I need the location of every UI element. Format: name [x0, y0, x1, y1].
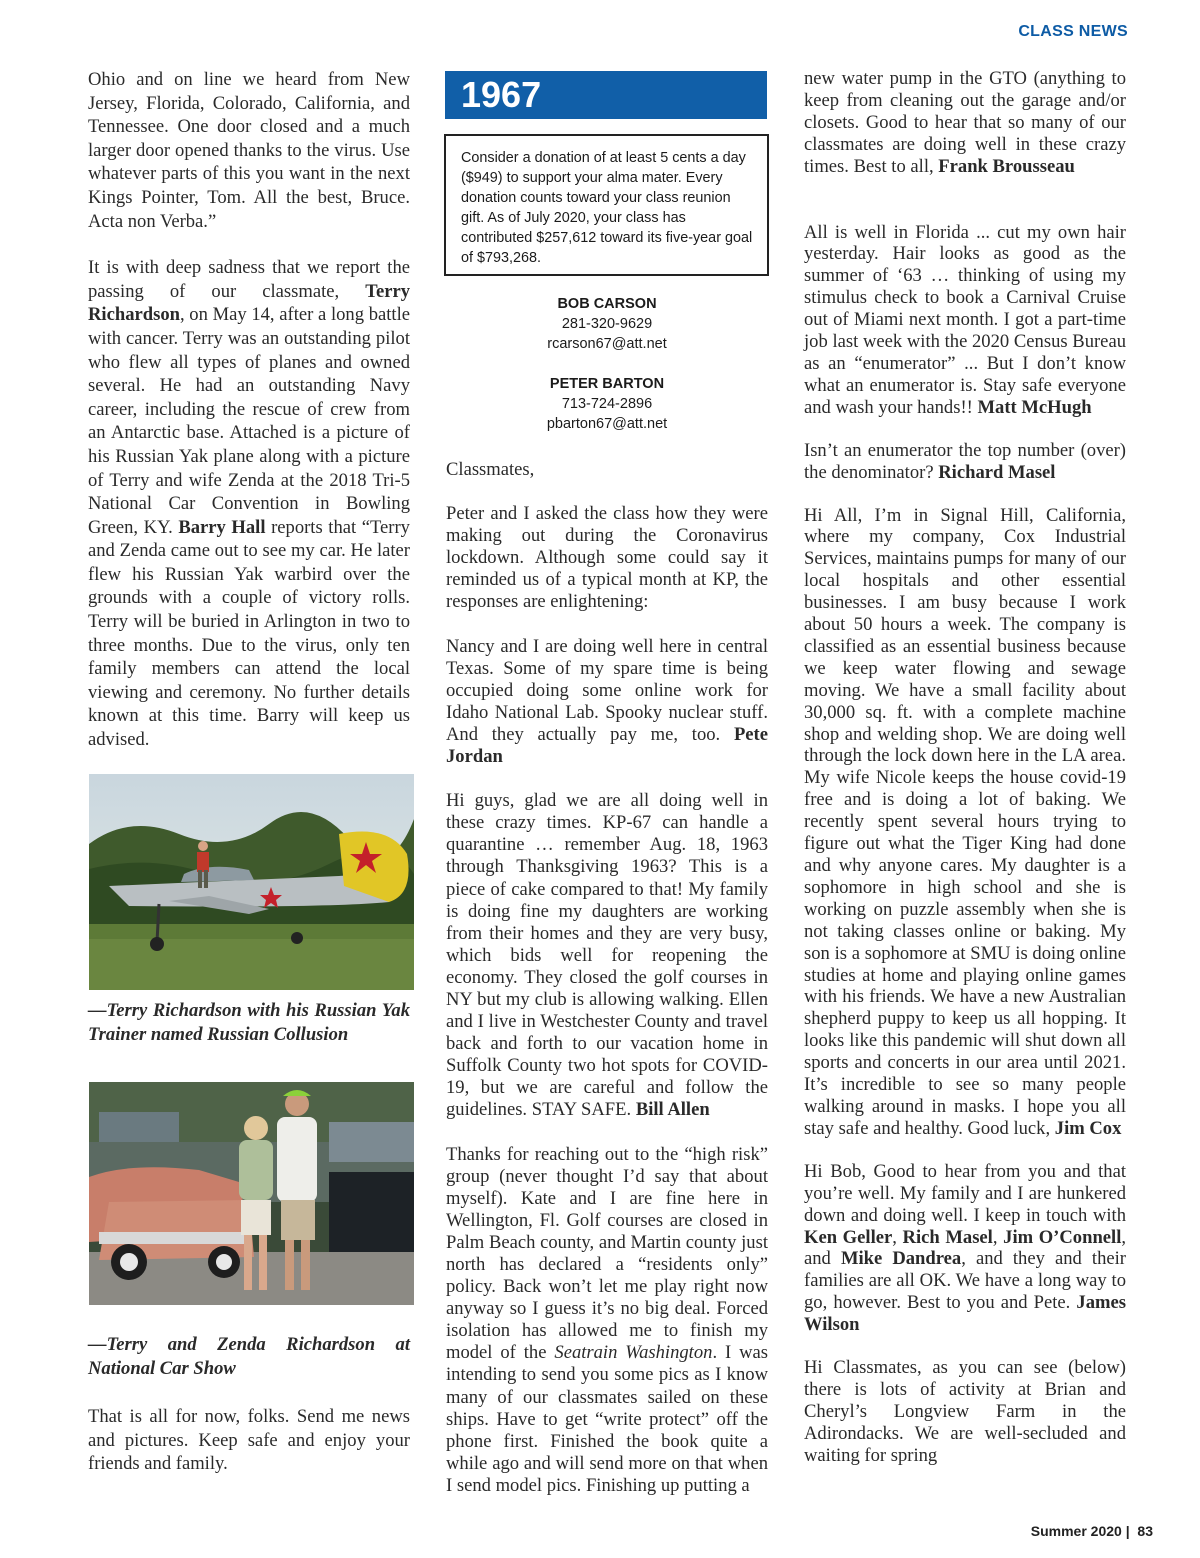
section-label: CLASS NEWS	[1018, 23, 1128, 40]
text: , on May 14, after a long battle with cancer. Terry was an outstanding pilot who flew all types of planes and owned several. He had an outstanding Navy career, including the rescue of crew from an Antarctic base. Attached is a picture of his Russian Yak plane along with a picture of Terry and wife Zenda at the 2018 Tri-5 National Car Convention in Bowling Green, KY.	[88, 304, 410, 538]
classmate-name: Mike Dandrea	[840, 1248, 962, 1270]
text: . I was intending to send you some pics as I know many of our classmates sailed on these ships. Have to get “write protect” off the phone first. Finished the book quite a while ago and will send more on that when I send model pics. Finishing up putting a	[446, 1342, 768, 1496]
text: It is with deep sadness that we report the passing of our classmate,	[88, 257, 410, 302]
classmate-name: Jim O’Connell	[1003, 1226, 1122, 1248]
classmate-name: Bill Allen	[635, 1099, 710, 1121]
classmate-name: Richard Masel	[938, 461, 1056, 483]
text: Isn’t an enumerator the top number (over) the denominator?	[804, 439, 1126, 483]
classmate-name: Terry Richardson	[88, 280, 410, 326]
paragraph	[804, 1161, 1126, 1336]
text: Hi All, I’m in Signal Hill, California, where my company, Cox Industrial Services, maintains pumps for many of our local hospitals and other essential businesses. I am busy because I work about 50 hours a week. The company is classified as an essential business because we keep water flowing and sewage moving. We have a small facility about 30,000 sq. ft. with a complete machine shop and welding shop. We are doing well through the lock down here in the LA area. My wife Nicole keeps the house covid-19 free and is doing a lot of baking. We recently spent several hours trying to figure out what the Tiger King had done and why anyone cares. My daughter is a sophomore in high school and she is working on puzzle assembly when she is not taking classes online or baking. My son is a sophomore at SMU is doing online studies at home and playing online games with his friends. We have a new Australian shepherd puppy to keep us all hopping. It looks like this pandemic will shut down all sports and concerts in our area until 2021. It’s incredible to see so many people walking around in masks. I hope you all stay safe and healthy. Good luck,	[804, 504, 1126, 1139]
classmate-name: Frank Brousseau	[938, 155, 1075, 177]
paragraph: Hi Classmates, as you can see (below) there is lots of activity at Brian and Cheryl’s Longview Farm in the Adirondacks. We are well-secluded and waiting for spring	[804, 1357, 1126, 1466]
photo-caption: —Terry Richardson with his Russian Yak Trainer named Russian Collusion	[88, 1000, 410, 1045]
classmate-name: Barry Hall	[178, 516, 266, 538]
classmate-name: Ken Geller	[804, 1226, 893, 1248]
classmate-name: Rich Masel	[902, 1226, 993, 1248]
contact-name: BOB CARSON	[557, 296, 657, 312]
donation-box: Consider a donation of at least 5 cents a day ($949) to support your alma mater. Every donation counts toward your class reunion gift. As of July 2020, your class has contributed $257,612 toward its five-year goal of $793,268.	[444, 134, 769, 276]
paragraph: That is all for now, folks. Send me news and pictures. Keep safe and enjoy your friends and family.	[88, 1406, 410, 1475]
contact-phone: 713-724-2896	[561, 396, 653, 412]
text: reports that “Terry and Zenda came out to see my car. He later flew his Russian Yak warbird over the grounds with a couple of victory rolls. Terry will be buried in Arlington in two to three months. Due to the virus, only ten family members can attend the local viewing and ceremony. No further details known at this time. Barry will keep us advised.	[88, 516, 410, 751]
classmate-name: Pete Jordan	[446, 723, 768, 768]
car-show-image	[89, 1082, 414, 1305]
photo-caption: —Terry and Zenda Richardson at National Car Show	[88, 1334, 410, 1379]
text: Hi guys, glad we are all doing well in these crazy times. KP-67 can handle a quarantine … remember Aug. 18, 1963 through Thanksgiving 1963? This is a piece of cake compared to that! My family is doing fine my daughters are working from their homes and they are very busy, which bids well for reopening the economy. They closed the golf courses in NY but my club is allowing walking. Ellen and I live in Westchester County and travel back and forth to our vacation home in Suffolk County two hot spots for COVID-19, but we are careful and follow the guidelines. STAY SAFE.	[446, 790, 768, 1121]
classmate-name: Jim Cox	[1054, 1117, 1122, 1139]
text: All is well in Florida ... cut my own hair yesterday. Hair looks as good as the summer of ‘63 … thinking of using my stimulus check to book a Carnival Cruise out of Miami next month. I got a part-time job last week with the 2020 Census Bureau as an “enumerator” ... But I don’t know what an enumerator is. Stay safe everyone and wash your hands!!	[804, 221, 1126, 418]
issue-label: Summer 2020 |	[1030, 1523, 1130, 1539]
photo-car-show	[89, 1082, 414, 1305]
paragraph	[804, 440, 1126, 484]
paragraph	[804, 68, 1126, 178]
text: ,	[892, 1226, 903, 1248]
paragraph	[446, 1144, 768, 1498]
column-right	[804, 68, 1126, 1467]
contact-email[interactable]: rcarson67@att.net	[547, 336, 667, 352]
class-year-banner	[445, 71, 767, 119]
paragraph	[446, 636, 768, 769]
paragraph: Peter and I asked the class how they were making out during the Coronavirus lockdown. Although some could say it reminded us of a typical month at KP, the responses are enlightening:	[446, 503, 768, 613]
photo-yak-plane	[89, 774, 414, 990]
paragraph	[804, 222, 1126, 419]
contact-name: PETER BARTON	[549, 376, 665, 392]
column-middle	[446, 459, 768, 1497]
yak-plane-image	[89, 774, 414, 990]
text: Thanks for reaching out to the “high risk” group (never thought I’d say that about myself). Kate and I are fine here in Wellington, Fl. Golf courses are closed in Palm Beach county, and Martin county just north has declared a “residents only” policy. Back won’t let me play right now anyway so I guess it’s no big deal. Forced isolation has allowed me to finish my model of the	[446, 1143, 768, 1364]
contact-block	[446, 294, 768, 354]
column-left	[88, 68, 410, 775]
contact-phone: 281-320-9629	[561, 316, 653, 332]
text: , and they and their families are all OK. We have a long way to go, however. Best to you and Pete.	[804, 1248, 1126, 1314]
contact-email[interactable]: pbarton67@att.net	[546, 416, 668, 432]
text: Hi Bob, Good to hear from you and that you’re well. My family and I are hunkered down and doing well. I keep in touch with	[804, 1160, 1126, 1226]
text: Nancy and I are doing well here in central Texas. Some of my spare time is being occupied doing some online work for Idaho National Lab. Spooky nuclear stuff. And they actually pay me, too.	[446, 635, 768, 745]
classmate-name: James Wilson	[804, 1292, 1126, 1336]
text: , and	[804, 1226, 1127, 1270]
paragraph: Ohio and on line we heard from New Jersey, Florida, Colorado, California, and Tennessee. One door closed and a much larger door opened thanks to the virus. Use whatever parts of this you want in the next Kings Pointer, Tom. All the best, Bruce. Acta non Verba.”	[88, 69, 410, 232]
column-left-closing	[88, 1405, 410, 1499]
paragraph: Classmates,	[446, 459, 535, 480]
classmate-name: Matt McHugh	[977, 396, 1092, 418]
page-number: 83	[1137, 1523, 1153, 1539]
text: ,	[992, 1226, 1004, 1248]
paragraph-obituary	[88, 256, 410, 751]
text: new water pump in the GTO (anything to keep from cleaning out the garage and/or closets. Good to hear that so many of our classmates are doing well in these crazy times. Best to all,	[804, 68, 1126, 177]
ship-name: Seatrain Washington	[554, 1342, 713, 1364]
contact-block	[446, 374, 768, 434]
paragraph	[804, 505, 1126, 1140]
page-footer	[1031, 1523, 1153, 1539]
paragraph	[446, 790, 768, 1121]
class-year: 1967	[461, 74, 542, 115]
